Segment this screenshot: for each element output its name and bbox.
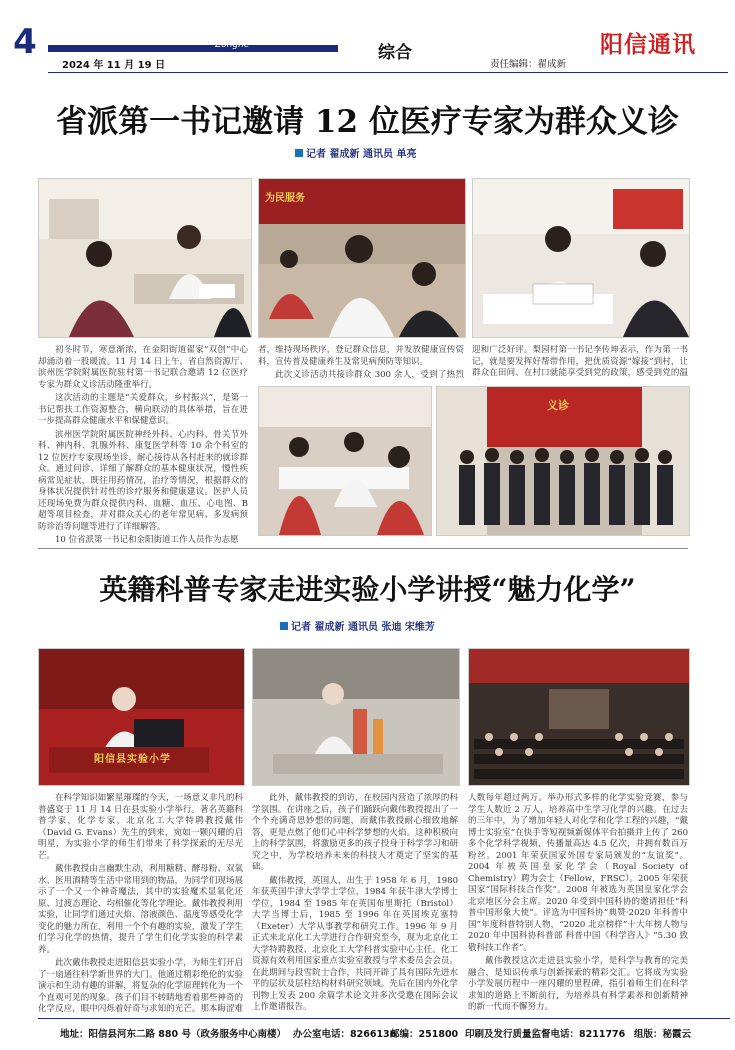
article2-photo-3 xyxy=(468,648,690,786)
paragraph: 戴伟教授，英国人，出生于 1958 年 6 月，1980 年获英国牛津大学学士学位，1984 年获牛津大学博士学位，1984 至 1985 年在英国布里斯托（Bristol）大学当博士后，1985 至 1996 年在英国埃克塞特（Exeter）大学从事教学和研究工作。1996 年 9 月正式来北京化工大学进行合作研究至今，现为北京化工大学特聘教授、北京化工大学科普实验中心主任。化工资源有效利用国家重点实验室教授与学术委员会会员。在此期间与段雪院士合作，共同开辟了具有国际先进水平的层状及层柱结构材料研究领域。先后在国内外化学刊物上发表 200 余篇学术论文并多次受邀在国际会议上作邀请报告。 xyxy=(252,875,458,1012)
article2-column-1 xyxy=(38,793,243,1015)
article2-photo-1 xyxy=(38,648,245,786)
footer-address: 地址：阳信县河东二路 880 号（政务服务中心南楼） xyxy=(60,1029,286,1040)
article2-headline: 英籍科普专家走进实验小学讲授“魅力化学” xyxy=(99,573,636,606)
photo-banner-text: 义诊 xyxy=(547,399,569,412)
article-divider xyxy=(38,548,688,549)
article1-photo-1 xyxy=(38,178,252,338)
article1-photo-5 xyxy=(436,386,690,536)
article1-photo-3 xyxy=(472,178,690,338)
article1-byline: 记者 翟成新 通讯员 单亮 xyxy=(295,145,416,160)
article1-column-1 xyxy=(38,345,248,545)
paragraph: 滨州医学院附属医院神经外科、心内科、骨关节外科、神内科、乳腺外科、康复医学科等 10 余个科室的 12 位医疗专家现场坐诊，耐心接待从各村赶来的就诊群众。通过问诊、详细了解群众的基本健康状况，慢性疾病常见症状，既往用药情况，治疗等情况，根据群众的身体状况提供针对性的诊疗服务和健康建议。医护人员还现场免费为群众提供内科、血糖、血压、心电图、B 超等项目检查，并对群众关心的老年常见病、多发病预防诊治等问题等进行了详细解答。 xyxy=(38,429,248,532)
byline-square-icon xyxy=(280,622,288,630)
paragraph: 10 位省派第一书记和金阳街道工作人员作为志愿 xyxy=(55,535,239,545)
article2-column-3 xyxy=(468,793,688,1015)
header-bar xyxy=(48,45,338,52)
article1-photo-2 xyxy=(258,178,466,338)
paragraph: 这次活动的主题是“关爱群众，乡村振兴”，是第一书记帮扶工作资源整合、横向联动的具体举措，旨在进一步提高群众健康水平和保健意识。 xyxy=(38,393,248,426)
editor-credit: 责任编辑：翟成新 xyxy=(490,59,567,70)
byline-square-icon xyxy=(295,149,303,157)
paragraph: 此外，戴伟教授的到访，在校园内营造了浓厚的科学氛围。在讲座之后，孩子们踊跃向戴伟教授提出了一个个充满奇思妙想的问题，而戴伟教授耐心细致地解答，更是点燃了他们心中科学梦想的火焰。这种积极向上的科学氛围，将激励更多的孩子投身于科学学习和研究之中，为学校培养未来的科技人才奠定了坚实的基础。 xyxy=(252,793,458,872)
page-number: 4 xyxy=(13,22,37,62)
paragraph: 此次戴伟教授走进阳信县实验小学，为师生们开启了一扇通往科学新世界的大门。他通过精彩绝伦的实验演示和生动有趣的讲解，将复杂的化学原理转化为一个个直观可见的现象。孩子们目不转睛地看着那些神奇的化学反应，眼中闪烁着好奇与求知的光芒。那本晦涩难 xyxy=(38,958,243,1014)
section-pinyin: Zonghe xyxy=(215,40,250,50)
paragraph: 戴伟教授由言幽默生动，利用糖精、酵母粉、双氧水、医用酒精等生活中常用到的物品，为同学们现场展示了一个又一个神奇魔法，其中的实验魔术显氧化还原、过渡态理论、均相催化等化学理论。戴伟教授利用实验，让同学们通过火焰、溶液颜色、温度等感受化学变化的魅力所在，利用一个个有趣的实验，激发了学生们学习化学的热情，提升了学生们化学实验的科学素养。 xyxy=(38,864,243,955)
footer-quality-phone: 印刷及发行质量监督电话：8211776 xyxy=(465,1029,626,1040)
paragraph: 人数每年超过两万。举办形式多样的化学实验竞赛，参与学生人数近 2 万人，培养高中生学习化学的兴趣。在过去的三年中，为了增加年轻人对化学和化学工程的兴趣，“戴博士实验室”在快手等短视频新媒体平台拍摄并上传了 260 多个化学科学视频，传播量高达 4.5 亿次，并拥有数百万粉丝。2001 年荣获国家外国专家局颁发的“友谊奖”。2004 年被英国皇家化学会（Royal Society of Chemistry）聘为会士（Fellow，FRSC）。2005 年荣获国家“国际科技合作奖”。2008 年被选为英国皇家化学会北京地区分会主席。2020 年受到中国科协的邀请担任“科普中国形象大使”。评选为中国科协“典赞·2020 年科普中国”年度科普特别人物，“2020 北京榜样”十大年榜人物与 2020 年中国科协科普部 科普中国《科学咨人》“5.30 致敬科技工作者”。 xyxy=(468,793,688,953)
footer xyxy=(38,1018,730,1045)
newspaper-logo: 阳信通讯 xyxy=(600,31,696,58)
paragraph: 者，维持现场秩序，登记群众信息，并发放健康宣传资料，宣传普及健康养生及常见病预防等知识。 xyxy=(258,345,464,367)
footer-layout-credit: 组版：秘霞云 xyxy=(634,1029,692,1040)
article2-byline: 记者 翟成新 通讯员 张迪 宋维芳 xyxy=(280,618,435,633)
article2-column-2 xyxy=(252,793,458,1015)
issue-date: 2024 年 11 月 19 日 xyxy=(62,60,166,71)
article1-photo-4 xyxy=(258,386,432,536)
footer-postcode: 邮编：251800 xyxy=(390,1029,459,1040)
article1-headline: 省派第一书记邀请 12 位医疗专家为群众义诊 xyxy=(56,104,679,140)
paragraph: 此次义诊活动共接诊群众 300 余人，受到了热烈 xyxy=(275,370,464,380)
paragraph: 戴伟教授这次走进县实验小学，是科学与教育的完美融合，是知识传承与创新探索的精彩交汇。它将成为实验小学发展历程中一座闪耀的里程碑，指引着师生们在科学求知的道路上不断前行，为培养具有科学素养和创新精神的新一代而不懈努力。 xyxy=(468,956,688,1012)
article1-column-3 xyxy=(472,345,688,380)
article1-column-2 xyxy=(258,345,464,380)
paragraph: 迎和广泛好评。梨园村第一书记李传坤表示，作为第一书记，就是要发挥好帮带作用，把优质资源“嫁接”到村，让群众在田间、在村口就能享受到党的政策，感受到党的温 xyxy=(472,345,688,378)
header-rule xyxy=(48,72,728,73)
section-title: 综合 xyxy=(378,43,412,63)
podium-banner: 阳信县实验小学 xyxy=(94,754,171,765)
paragraph: 初冬时节，寒意渐浓，在金阳街道翟家“双创”中心却涌动着一股暖流。11 月 14 日上午，省自然资源厅、滨州医学院附属医院驻村第一书记联合邀请 12 位医疗专家为群众义诊活动隆重举行。 xyxy=(38,345,248,390)
footer-office-phone: 办公室电话：8266136 xyxy=(293,1029,397,1040)
paragraph: 在科学知识如繁星璀璨的今天，一场意义非凡的科普盛宴于 11 月 14 日在县实验小学举行。著名英籍科普学家，化学专家，北京化工大学特聘教授戴伟（David G. Evans）先生的到来，宛如一颗闪耀的启明星，为实验小学的师生们带来了科学探索的无尽光芒。 xyxy=(38,793,243,861)
article2-photo-2 xyxy=(252,648,460,786)
photo-banner-text: 为民服务 xyxy=(265,193,305,204)
